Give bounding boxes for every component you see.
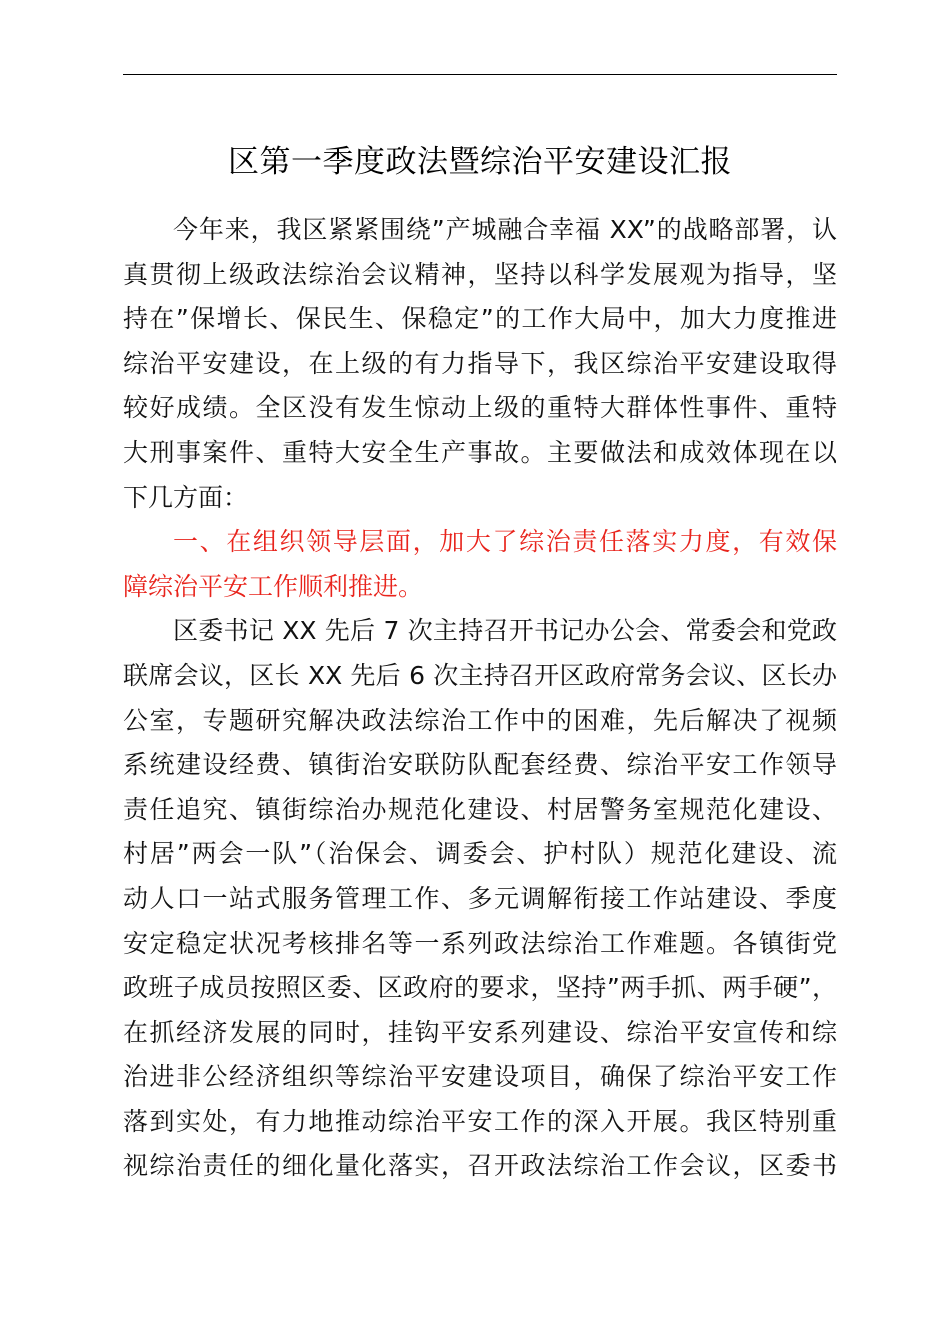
- paragraph-line: 下几方面：: [123, 482, 249, 512]
- paragraph-line: 落到实处，有力地推动综治平安工作的深入开展。我区特别重: [123, 1106, 837, 1136]
- document-body: [123, 208, 837, 1189]
- paragraph-line: 政班子成员按照区委、区政府的要求，坚持”两手抓、两手硬”，: [123, 973, 837, 1003]
- paragraph-line: 较好成绩。全区没有发生惊动上级的重特大群体性事件、重特: [123, 393, 837, 423]
- paragraph-line: 持在”保增长、保民生、保稳定”的工作大局中，加大力度推进: [123, 304, 837, 334]
- paragraph-line: 真贯彻上级政法综治会议精神，坚持以科学发展观为指导，坚: [123, 259, 837, 289]
- paragraph-line: 大刑事案件、重特大安全生产事故。主要做法和成效体现在以: [123, 437, 837, 467]
- paragraph-line: 责任追究、镇街综治办规范化建设、村居警务室规范化建设、: [123, 794, 837, 824]
- paragraph-line: 公室，专题研究解决政法综治工作中的困难，先后解决了视频: [123, 705, 837, 735]
- paragraph-line: 今年来，我区紧紧围绕”产城融合幸福 XX”的战略部署，认: [173, 215, 837, 244]
- paragraph-line: 治进非公经济组织等综治平安建设项目，确保了综治平安工作: [123, 1062, 837, 1092]
- paragraph-line: 安定稳定状况考核排名等一系列政法综治工作难题。各镇街党: [123, 928, 837, 958]
- paragraph-line: 视综治责任的细化量化落实，召开政法综治工作会议，区委书: [123, 1151, 837, 1181]
- paragraph-line: 在抓经济发展的同时，挂钩平安系列建设、综治平安宣传和综: [123, 1017, 837, 1047]
- document-title: 区第一季度政法暨综治平安建设汇报: [228, 144, 732, 180]
- paragraph-line: 综治平安建设，在上级的有力指导下，我区综治平安建设取得: [123, 348, 837, 378]
- section-heading-line: 障综治平安工作顺利推进。: [123, 571, 424, 601]
- paragraph-line: 联席会议，区长 XX 先后 6 次主持召开区政府常务会议、区长办: [123, 660, 837, 690]
- section-heading-line: 一、在组织领导层面，加大了综治责任落实力度，有效保: [173, 527, 837, 557]
- paragraph-line: 村居”两会一队”（治保会、调委会、护村队）规范化建设、流: [123, 839, 837, 869]
- paragraph-line: 动人口一站式服务管理工作、多元调解衔接工作站建设、季度: [123, 883, 837, 913]
- paragraph-line: 系统建设经费、镇街治安联防队配套经费、综治平安工作领导: [123, 750, 837, 780]
- header-rule: [123, 74, 837, 75]
- paragraph-line: 区委书记 XX 先后 7 次主持召开书记办公会、常委会和党政: [173, 616, 837, 646]
